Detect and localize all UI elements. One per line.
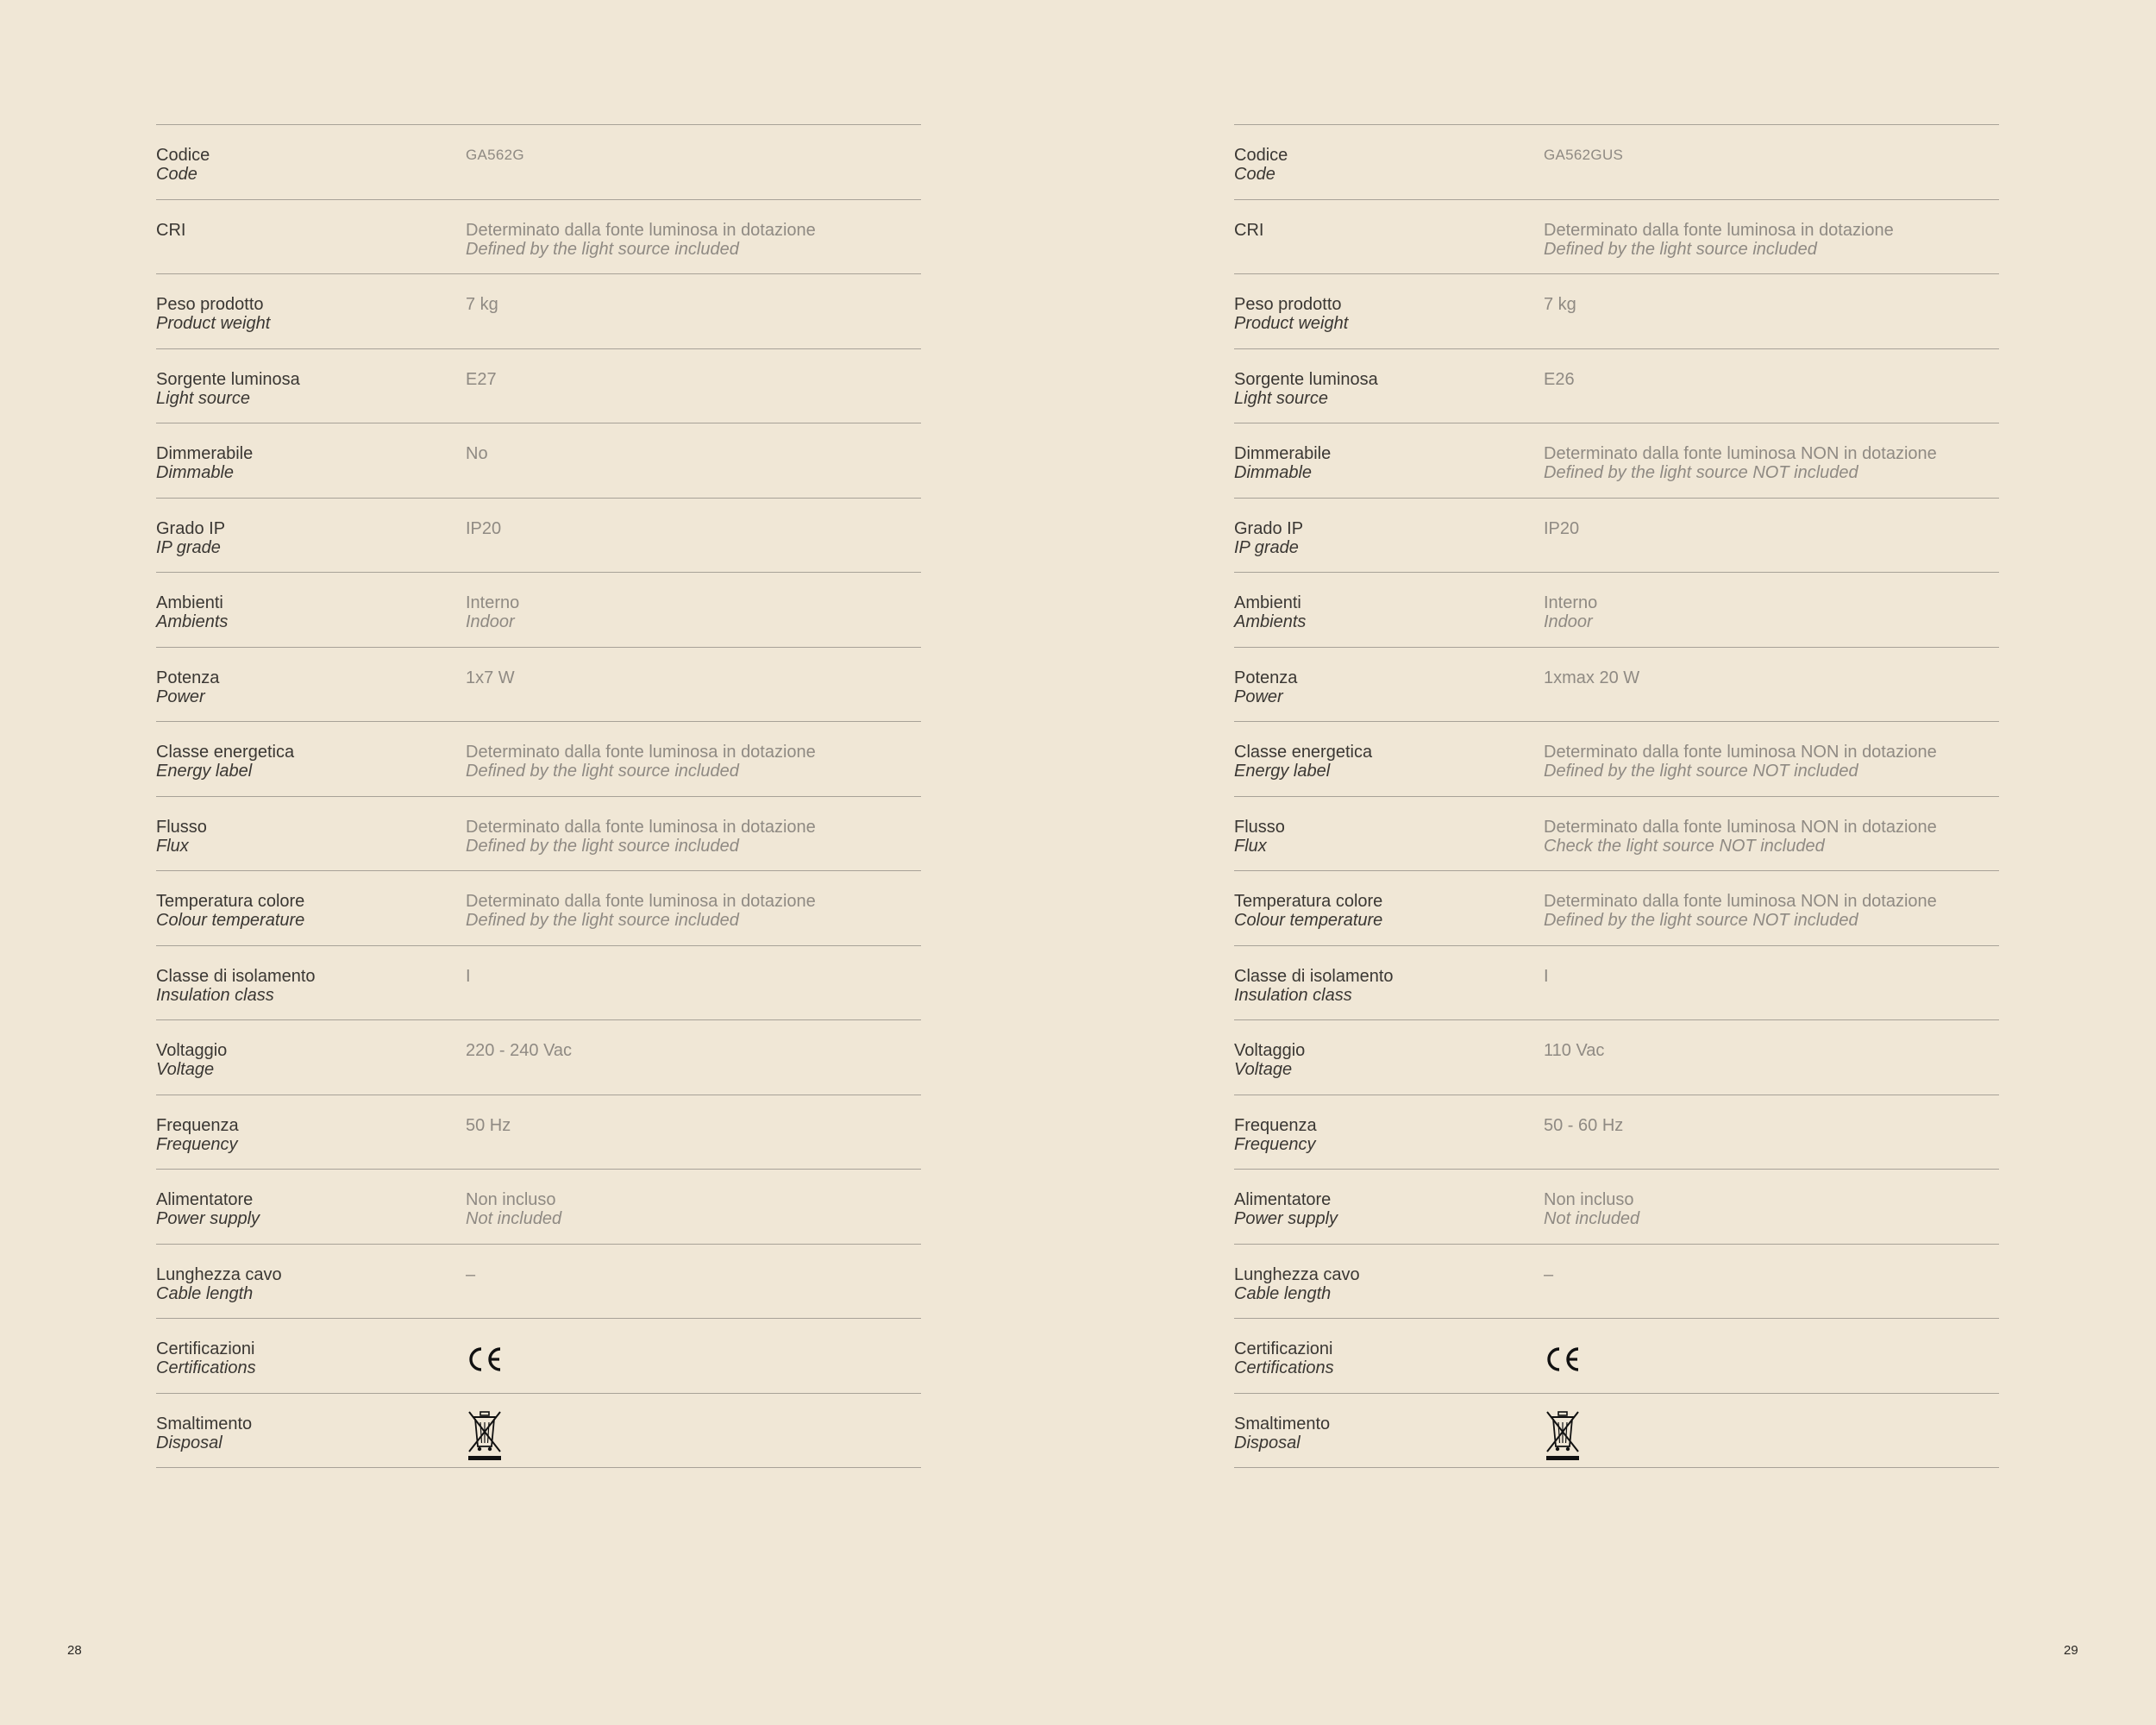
spec-value	[466, 818, 921, 856]
spec-value	[466, 593, 921, 631]
spec-value-italian: E26	[1544, 369, 1575, 389]
spec-row	[156, 274, 921, 349]
spec-label-english: Code	[156, 165, 197, 184]
spec-row	[1234, 1095, 1999, 1170]
spec-value-italian: 50 - 60 Hz	[1544, 1115, 1624, 1135]
spec-label-italian: Peso prodotto	[156, 295, 264, 314]
spec-label	[156, 295, 458, 333]
spec-row	[156, 946, 921, 1021]
spec-value-english: Indoor	[1544, 612, 1593, 631]
spec-table	[1234, 124, 1999, 1468]
spec-value-italian: No	[466, 444, 488, 463]
spec-label-english: Flux	[156, 836, 189, 856]
spec-value-english: Defined by the light source included	[466, 762, 739, 781]
spec-label-italian: Smaltimento	[1234, 1414, 1331, 1433]
spec-value-icon	[466, 1338, 504, 1373]
spec-value	[466, 668, 921, 687]
spec-value	[1544, 967, 1999, 986]
spec-row	[156, 499, 921, 574]
spec-label	[156, 1414, 458, 1452]
spec-row	[156, 1170, 921, 1245]
spec-label-italian: Certificazioni	[1234, 1339, 1333, 1358]
spec-value	[1544, 892, 1999, 930]
spec-label-italian: Classe di isolamento	[1234, 966, 1394, 986]
spec-row	[1234, 423, 1999, 499]
spec-value-italian: Determinato dalla fonte luminosa in dotazione	[466, 892, 816, 911]
spec-label-english: Voltage	[156, 1060, 215, 1079]
spec-value-english: Defined by the light source included	[466, 239, 739, 259]
spec-value	[466, 146, 921, 165]
spec-value-italian: IP20	[1544, 518, 1580, 538]
spec-row	[156, 349, 921, 424]
spec-label-english: Product weight	[1234, 314, 1349, 333]
spec-label-english: Cable length	[156, 1283, 254, 1303]
spec-value-english: Defined by the light source NOT included	[1544, 762, 1858, 781]
spec-row	[156, 1394, 921, 1469]
spec-label-english: Product weight	[156, 314, 271, 333]
spec-row	[156, 1095, 921, 1170]
spec-label-english: Light source	[1234, 388, 1328, 408]
spec-label	[1234, 1041, 1536, 1079]
spec-row	[1234, 1020, 1999, 1095]
weee-crossed-bin-icon	[466, 1408, 504, 1462]
spec-value-italian: 7 kg	[1544, 295, 1576, 314]
spec-label	[1234, 519, 1536, 557]
spec-label-english: Dimmable	[156, 463, 235, 482]
spec-row	[1234, 1170, 1999, 1245]
spec-row	[1234, 573, 1999, 648]
ce-mark-icon	[1544, 1346, 1582, 1373]
spec-value-icon	[1544, 1413, 1582, 1462]
spec-label-italian: Potenza	[1234, 668, 1298, 687]
spec-label-english: Ambients	[156, 612, 229, 631]
spec-value-english: Defined by the light source NOT included	[1544, 911, 1858, 930]
spec-label	[1234, 146, 1536, 184]
spec-value-italian: –	[466, 1264, 476, 1284]
spec-value-italian: Determinato dalla fonte luminosa NON in dotazione	[1544, 444, 1937, 463]
spec-value	[466, 1116, 921, 1135]
spec-label	[1234, 743, 1536, 781]
spec-label	[156, 818, 458, 856]
spec-label-italian: Classe energetica	[156, 743, 295, 762]
spec-label	[1234, 1116, 1536, 1154]
spec-row	[156, 871, 921, 946]
spec-value-italian: I	[1544, 966, 1549, 986]
spec-label-italian: Codice	[156, 146, 210, 165]
spec-value-english: Defined by the light source included	[466, 911, 739, 930]
spec-value	[1544, 370, 1999, 389]
spec-label-italian: Ambienti	[156, 593, 223, 612]
spec-label	[1234, 1265, 1536, 1303]
spec-value	[1544, 593, 1999, 631]
spec-value	[1544, 1116, 1999, 1135]
spec-value	[1544, 1265, 1999, 1284]
spec-label	[156, 1339, 458, 1377]
spec-value-italian: Interno	[1544, 593, 1598, 612]
spec-label	[1234, 1414, 1536, 1452]
spec-label-italian: Dimmerabile	[1234, 444, 1332, 463]
spec-value	[1544, 1190, 1999, 1228]
spec-label-italian: Smaltimento	[156, 1414, 253, 1433]
spec-label	[156, 221, 458, 240]
spec-label-italian: Alimentatore	[156, 1190, 254, 1209]
spec-value-italian: Determinato dalla fonte luminosa in dotazione	[466, 743, 816, 762]
spec-value	[1544, 221, 1999, 259]
right-page	[1078, 0, 2156, 1725]
spec-value-italian: Determinato dalla fonte luminosa in dotazione	[466, 220, 816, 240]
spec-label-english: Flux	[1234, 836, 1267, 856]
spec-label	[156, 1265, 458, 1303]
spec-label-italian: Peso prodotto	[1234, 295, 1342, 314]
spec-label-english: Energy label	[1234, 762, 1331, 781]
spec-value	[466, 519, 921, 538]
spec-value	[466, 1265, 921, 1284]
spec-label-english: IP grade	[1234, 537, 1299, 557]
spec-row	[1234, 1319, 1999, 1394]
spec-value-italian: Interno	[466, 593, 520, 612]
spec-label	[156, 892, 458, 930]
spec-value-italian: 50 Hz	[466, 1115, 511, 1135]
spec-value-icon	[466, 1413, 504, 1462]
spec-label-italian: Codice	[1234, 146, 1288, 165]
spec-row	[156, 797, 921, 872]
spec-label-english: Dimmable	[1234, 463, 1313, 482]
spec-label	[156, 1116, 458, 1154]
spec-label	[156, 743, 458, 781]
spec-value-italian: –	[1544, 1264, 1554, 1284]
spec-value	[1544, 519, 1999, 538]
spec-value-italian: Determinato dalla fonte luminosa in dotazione	[466, 817, 816, 837]
spec-value-icon	[1544, 1338, 1582, 1373]
spec-label-italian: Frequenza	[1234, 1115, 1317, 1135]
spec-table	[156, 124, 921, 1468]
spec-label-italian: Grado IP	[156, 518, 226, 538]
spec-label-english: Colour temperature	[156, 911, 305, 930]
ce-mark-icon	[466, 1346, 504, 1373]
spec-value	[466, 1041, 921, 1060]
spec-label-english: Code	[1234, 165, 1275, 184]
spec-label	[156, 146, 458, 184]
spec-label	[1234, 668, 1536, 706]
spec-label	[156, 1041, 458, 1079]
spec-value	[466, 444, 921, 463]
spec-label-italian: Flusso	[156, 817, 207, 837]
spec-row	[156, 573, 921, 648]
spec-label	[1234, 818, 1536, 856]
spec-value-italian: Determinato dalla fonte luminosa in dotazione	[1544, 220, 1894, 240]
spec-value	[1544, 743, 1999, 781]
spec-label-english: Disposal	[1234, 1433, 1300, 1452]
spec-value-english: Not included	[466, 1209, 562, 1228]
spec-label-english: Disposal	[156, 1433, 222, 1452]
spec-value	[1544, 444, 1999, 482]
product-code: GA562G	[466, 147, 524, 163]
spec-label-italian: Sorgente luminosa	[156, 369, 300, 389]
spec-label	[1234, 444, 1536, 482]
spec-value	[1544, 146, 1999, 165]
spec-value	[466, 892, 921, 930]
spec-label	[1234, 892, 1536, 930]
spec-label-italian: Grado IP	[1234, 518, 1304, 538]
spec-label	[156, 668, 458, 706]
spec-label	[156, 370, 458, 408]
spec-label-italian: Temperatura colore	[156, 892, 305, 911]
spec-value-english: Check the light source NOT included	[1544, 836, 1825, 856]
spec-value	[1544, 818, 1999, 856]
spec-label-italian: Alimentatore	[1234, 1190, 1332, 1209]
spec-row	[1234, 274, 1999, 349]
spec-value-english: Not included	[1544, 1209, 1640, 1228]
page-number: 28	[67, 1643, 82, 1658]
spec-value-italian: Determinato dalla fonte luminosa NON in dotazione	[1544, 743, 1937, 762]
spec-value-italian: E27	[466, 369, 497, 389]
spec-row	[156, 1319, 921, 1394]
spec-row	[156, 1020, 921, 1095]
spec-label-italian: CRI	[1234, 220, 1264, 240]
spec-value-italian: Non incluso	[1544, 1190, 1634, 1209]
spec-label-english: Power	[1234, 687, 1283, 706]
spec-row	[156, 648, 921, 723]
spec-row	[1234, 648, 1999, 723]
spec-row	[1234, 946, 1999, 1021]
spec-label-english: IP grade	[156, 537, 221, 557]
spec-label-english: Voltage	[1234, 1060, 1293, 1079]
spec-label	[156, 967, 458, 1005]
spec-row	[1234, 1245, 1999, 1320]
spec-value-italian: 1xmax 20 W	[1544, 668, 1640, 687]
spec-label-italian: CRI	[156, 220, 186, 240]
spec-value	[466, 1190, 921, 1228]
spec-label	[156, 593, 458, 631]
spec-value-english: Defined by the light source included	[466, 836, 739, 856]
spec-row	[156, 423, 921, 499]
spec-label-italian: Classe energetica	[1234, 743, 1373, 762]
spec-label-english: Power	[156, 687, 205, 706]
spec-label-english: Frequency	[156, 1134, 238, 1154]
spec-label-italian: Lunghezza cavo	[156, 1264, 282, 1284]
spec-label-italian: Voltaggio	[1234, 1041, 1306, 1060]
spec-label	[1234, 1190, 1536, 1228]
spec-label-english: Insulation class	[156, 985, 274, 1005]
spec-label-english: Certifications	[1234, 1358, 1334, 1377]
spec-value-italian: Determinato dalla fonte luminosa NON in dotazione	[1544, 892, 1937, 911]
spec-label-italian: Ambienti	[1234, 593, 1301, 612]
spec-label	[1234, 1339, 1536, 1377]
spec-value	[466, 221, 921, 259]
spec-row	[1234, 200, 1999, 275]
spec-label-italian: Dimmerabile	[156, 444, 254, 463]
spec-value	[466, 743, 921, 781]
spec-row	[1234, 125, 1999, 200]
spec-label	[1234, 295, 1536, 333]
spec-row	[1234, 797, 1999, 872]
spec-label	[1234, 221, 1536, 240]
spec-value	[466, 370, 921, 389]
spec-value	[466, 295, 921, 314]
spec-label-italian: Frequenza	[156, 1115, 239, 1135]
spec-row	[156, 1245, 921, 1320]
spec-value-italian: 1x7 W	[466, 668, 515, 687]
spec-label-italian: Classe di isolamento	[156, 966, 316, 986]
spec-label-italian: Voltaggio	[156, 1041, 228, 1060]
spec-label-english: Colour temperature	[1234, 911, 1383, 930]
spec-value-english: Defined by the light source included	[1544, 239, 1817, 259]
spec-label-italian: Sorgente luminosa	[1234, 369, 1378, 389]
spec-value-italian: IP20	[466, 518, 502, 538]
spec-value-italian: I	[466, 966, 471, 986]
spec-row	[156, 125, 921, 200]
spec-value-italian: Non incluso	[466, 1190, 556, 1209]
spec-row	[156, 722, 921, 797]
spec-label	[156, 519, 458, 557]
spec-label	[1234, 370, 1536, 408]
spec-label-english: Ambients	[1234, 612, 1307, 631]
spec-value	[1544, 295, 1999, 314]
spec-row	[1234, 871, 1999, 946]
spec-label-italian: Potenza	[156, 668, 220, 687]
spec-value	[466, 967, 921, 986]
spec-label	[156, 1190, 458, 1228]
spec-label-english: Energy label	[156, 762, 253, 781]
weee-crossed-bin-icon	[1544, 1408, 1582, 1462]
product-code: GA562GUS	[1544, 147, 1624, 163]
spec-label-italian: Lunghezza cavo	[1234, 1264, 1360, 1284]
spec-value-english: Indoor	[466, 612, 515, 631]
spec-label	[1234, 593, 1536, 631]
spec-value-italian: 110 Vac	[1544, 1041, 1605, 1060]
spec-row	[156, 200, 921, 275]
spec-label-english: Frequency	[1234, 1134, 1316, 1154]
spec-label	[156, 444, 458, 482]
spec-label-italian: Temperatura colore	[1234, 892, 1383, 911]
spec-label-english: Light source	[156, 388, 250, 408]
spec-label-english: Certifications	[156, 1358, 256, 1377]
spec-label	[1234, 967, 1536, 1005]
spec-value-english: Defined by the light source NOT included	[1544, 463, 1858, 482]
spec-value-italian: 220 - 240 Vac	[466, 1041, 573, 1060]
spec-row	[1234, 722, 1999, 797]
spec-label-english: Insulation class	[1234, 985, 1352, 1005]
spec-label-english: Power supply	[156, 1209, 260, 1228]
spec-row	[1234, 499, 1999, 574]
spec-label-english: Cable length	[1234, 1283, 1332, 1303]
spec-value-italian: Determinato dalla fonte luminosa NON in dotazione	[1544, 817, 1937, 837]
spec-label-italian: Certificazioni	[156, 1339, 255, 1358]
spec-label-english: Power supply	[1234, 1209, 1338, 1228]
spec-value	[1544, 1041, 1999, 1060]
spec-value-italian: 7 kg	[466, 295, 498, 314]
spec-value	[1544, 668, 1999, 687]
spec-row	[1234, 1394, 1999, 1469]
spec-label-italian: Flusso	[1234, 817, 1285, 837]
spec-row	[1234, 349, 1999, 424]
page-number: 29	[2064, 1643, 2078, 1658]
